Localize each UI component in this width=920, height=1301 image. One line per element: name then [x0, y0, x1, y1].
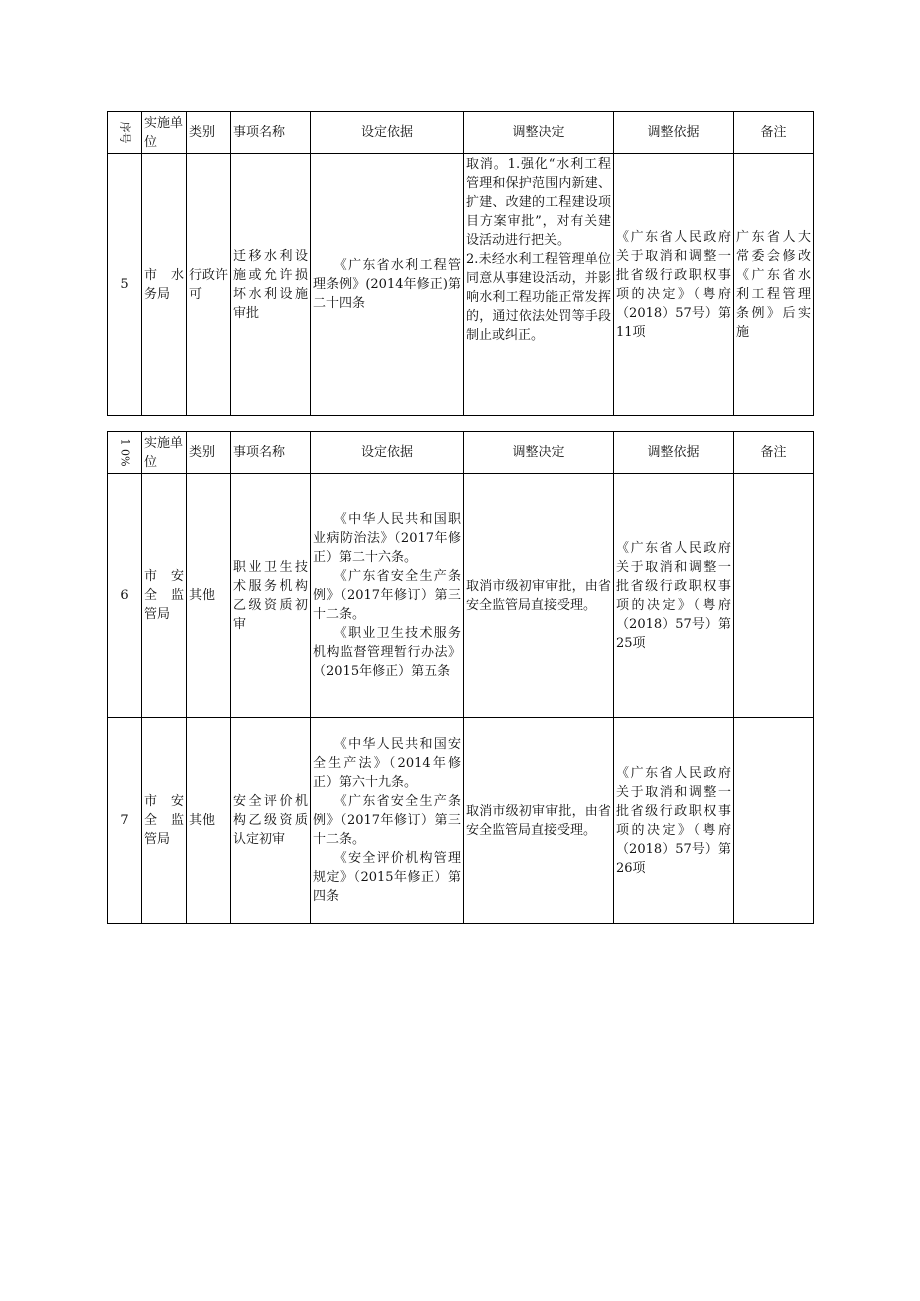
header-remarks: 备注 [734, 432, 814, 474]
row-adjust-basis: 《广东省人民政府关于取消和调整一批省级行政职权事项的决定》（粤府（2018）57号）第25项 [614, 474, 734, 718]
header-unit: 实施单位 [142, 432, 187, 474]
header-decision: 调整决定 [464, 112, 614, 154]
row-category: 其他 [187, 474, 231, 718]
table-2 [107, 431, 814, 924]
row-decision: 取消。1.强化“水利工程管理和保护范围内新建、扩建、改建的工程建设项目方案审批”，对有关建设活动进行把关。 2.未经水利工程管理单位同意从事建设活动，并影响水利工程功能正常发挥的，通过依法处罚等手段制止或纠正。 [464, 154, 614, 416]
row-adjust-basis: 《广东省人民政府关于取消和调整一批省级行政职权事项的决定》（粤府（2018）57号）第11项 [614, 154, 734, 416]
header-category: 类别 [187, 432, 231, 474]
basis-line: 《广东省水利工程管理条例》(2014年修正)第二十四条 [313, 258, 461, 311]
row-item-name: 安全评价机构乙级资质认定初审 [231, 718, 311, 924]
row-basis [311, 474, 464, 718]
table-1 [107, 111, 814, 416]
basis-line: 《安全评价机构管理规定》（2015年修正）第四条 [313, 851, 461, 904]
row-category: 行政许可 [187, 154, 231, 416]
row-remarks [734, 718, 814, 924]
table-row [108, 154, 814, 416]
header-category: 类别 [187, 112, 231, 154]
header-adjust-basis: 调整依据 [614, 432, 734, 474]
row-adjust-basis: 《广东省人民政府关于取消和调整一批省级行政职权事项的决定》（粤府（2018）57号）第26项 [614, 718, 734, 924]
row-item-name: 迁移水利设施或允许损坏水利设施审批 [231, 154, 311, 416]
table-row [108, 718, 814, 924]
header-adjust-basis: 调整依据 [614, 112, 734, 154]
row-no: 5 [108, 154, 142, 416]
row-unit: 市 安全 监管局 [142, 718, 187, 924]
header-unit: 实施单位 [142, 112, 187, 154]
row-unit: 市 水务局 [142, 154, 187, 416]
table-row [108, 474, 814, 718]
table-header-row [108, 112, 814, 154]
header-item-name: 事项名称 [231, 432, 311, 474]
header-basis: 设定依据 [311, 432, 464, 474]
header-item-name: 事项名称 [231, 112, 311, 154]
row-basis [311, 718, 464, 924]
header-seq-partial: 1 0% [108, 432, 142, 474]
header-decision: 调整决定 [464, 432, 614, 474]
row-no: 6 [108, 474, 142, 718]
basis-line: 《中华人民共和国职业病防治法》（2017年修正）第二十六条。 [313, 512, 461, 565]
row-basis [311, 154, 464, 416]
row-no: 7 [108, 718, 142, 924]
basis-line: 《广东省安全生产条例》（2017年修订）第三十二条。 [313, 794, 461, 847]
row-item-name: 职业卫生技术服务机构乙级资质初审 [231, 474, 311, 718]
row-remarks: 广东省人大常委会修改《广东省水利工程管理条例》后实施 [734, 154, 814, 416]
header-remarks: 备注 [734, 112, 814, 154]
basis-line: 《中华人民共和国安全生产法》（2014年修正）第六十九条。 [313, 737, 461, 790]
basis-line: 《职业卫生技术服务机构监督管理暂行办法》（2015年修正）第五条 [313, 626, 461, 679]
basis-line: 《广东省安全生产条例》（2017年修订）第三十二条。 [313, 569, 461, 622]
header-basis: 设定依据 [311, 112, 464, 154]
table-header-row [108, 432, 814, 474]
row-decision: 取消市级初审审批，由省安全监管局直接受理。 [464, 474, 614, 718]
row-unit: 市 安全 监管局 [142, 474, 187, 718]
row-decision: 取消市级初审审批，由省安全监管局直接受理。 [464, 718, 614, 924]
row-remarks [734, 474, 814, 718]
header-seq: 序号 [108, 112, 142, 154]
row-category: 其他 [187, 718, 231, 924]
